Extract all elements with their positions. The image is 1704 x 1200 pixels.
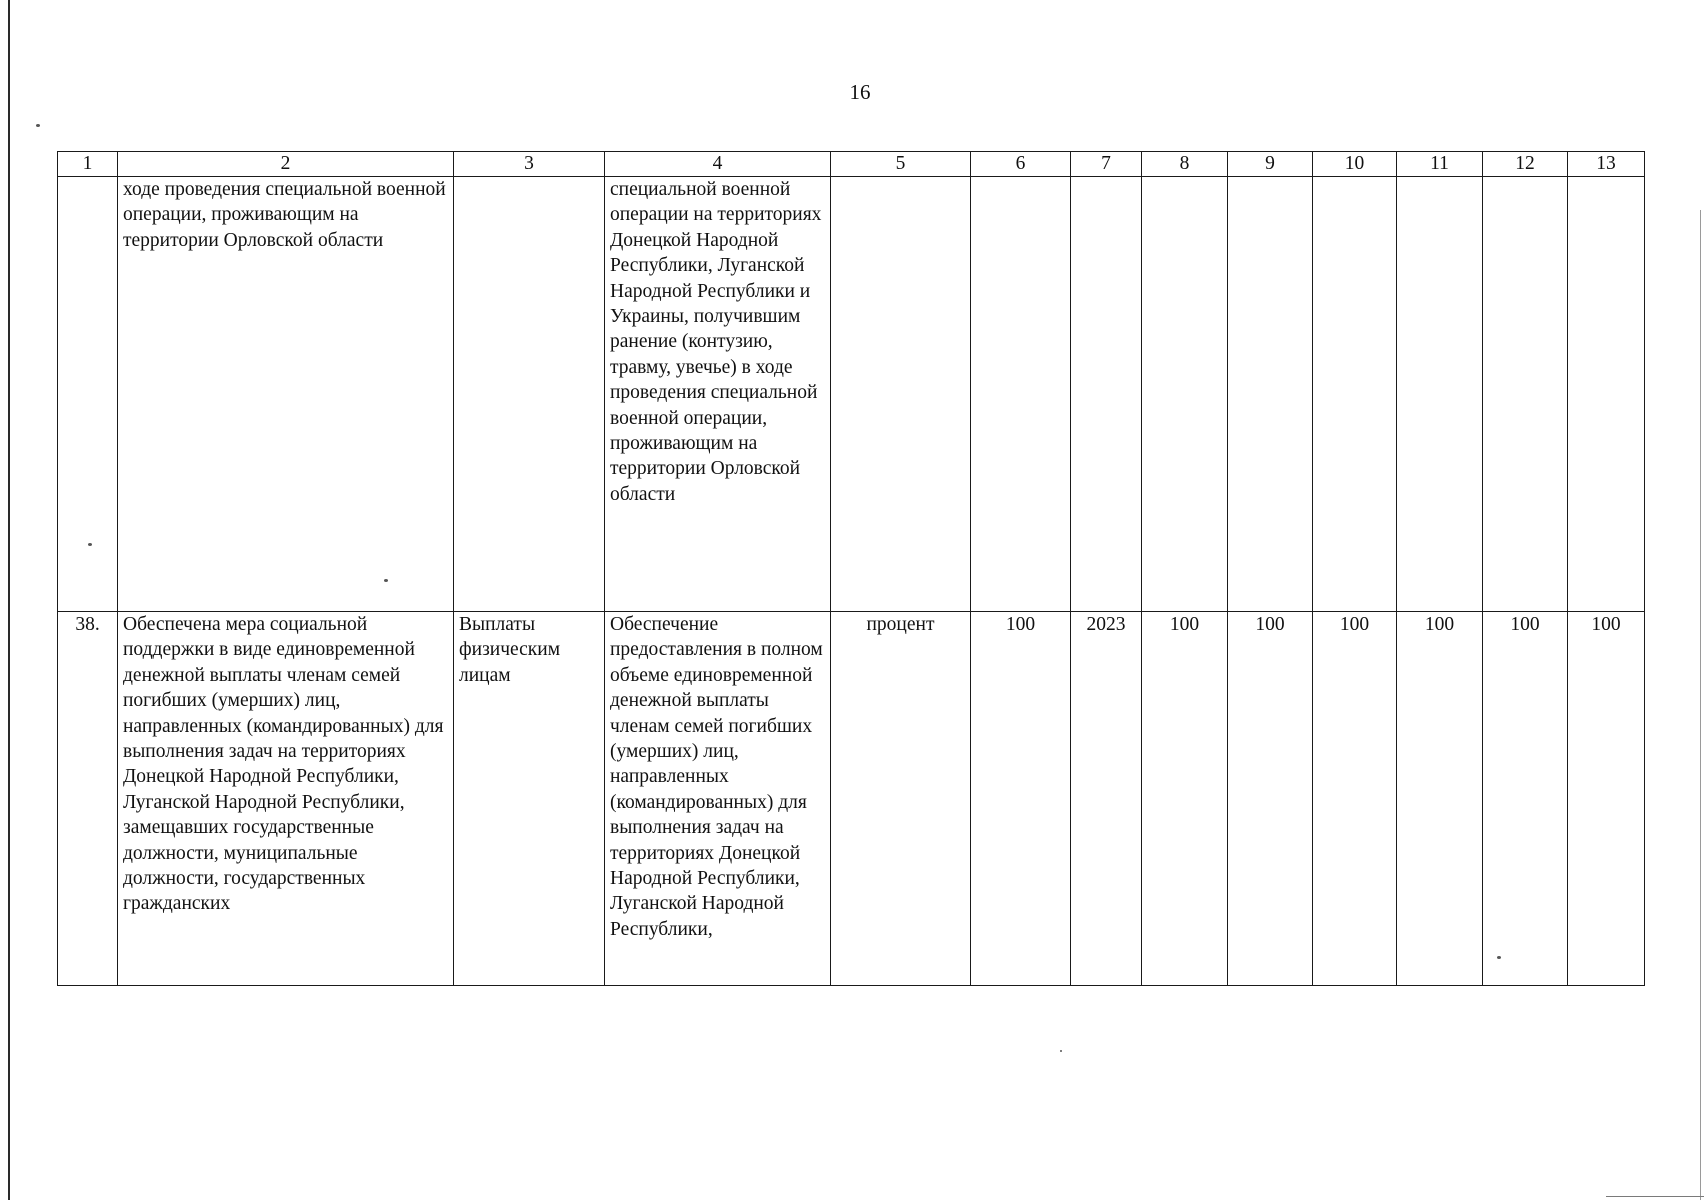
value-cell [1483,177,1568,612]
value-cell: 100 [1228,612,1313,986]
value-cell [1568,177,1645,612]
row-number-cell [58,177,118,612]
column-header: 9 [1228,152,1313,177]
column-header: 8 [1142,152,1228,177]
column-header: 13 [1568,152,1645,177]
scan-speck [36,124,40,127]
column-header: 4 [605,152,831,177]
column-header: 11 [1397,152,1483,177]
scan-speck [1060,1050,1062,1052]
value-cell [971,177,1071,612]
column-header: 2 [118,152,454,177]
characteristic-cell: Обеспечение предоставления в полном объеме единовременной денежной выплаты членам семей погибших (умерших) лиц, направленных (командированных) для выполнения задач на территориях Донецкой Народной Республики, Луганской Народной Республики, [605,612,831,986]
column-header: 1 [58,152,118,177]
value-cell: 100 [1397,612,1483,986]
column-header: 10 [1313,152,1397,177]
unit-cell [831,177,971,612]
indicators-table [57,151,1645,986]
scan-edge-bottom [1606,1196,1704,1197]
column-header: 6 [971,152,1071,177]
result-type-cell: Выплаты физическим лицам [454,612,605,986]
scan-edge-right [1700,210,1701,1200]
value-cell [1228,177,1313,612]
result-name-cell: Обеспечена мера социальной поддержки в виде единовременной денежной выплаты членам семей погибших (умерших) лиц, направленных (командированных) для выполнения задач на территориях Донецкой Народной Республики, Луганской Народной Республики, замещавших государственные должности, муниципальные должности, государственных гражданских [118,612,454,986]
characteristic-cell: специальной военной операции на территориях Донецкой Народной Республики, Луганской Народной Республики и Украины, получившим ранение (контузию, травму, увечье) в ходе проведения специальной военной операции, проживающим на территории Орловской области [605,177,831,612]
unit-cell: процент [831,612,971,986]
value-cell: 100 [1568,612,1645,986]
year-cell: 2023 [1071,612,1142,986]
table-row [58,177,1645,612]
table-row [58,612,1645,986]
column-header: 12 [1483,152,1568,177]
result-name-cell: ходе проведения специальной военной операции, проживающим на территории Орловской области [118,177,454,612]
value-cell [1313,177,1397,612]
result-type-cell [454,177,605,612]
column-header: 3 [454,152,605,177]
year-cell [1071,177,1142,612]
value-cell [1142,177,1228,612]
row-number-cell: 38. [58,612,118,986]
page-number: 16 [849,80,871,104]
value-cell: 100 [971,612,1071,986]
column-header: 7 [1071,152,1142,177]
scan-edge-left [8,0,10,1200]
value-cell: 100 [1142,612,1228,986]
column-header: 5 [831,152,971,177]
column-number-row [58,152,1645,177]
value-cell: 100 [1313,612,1397,986]
value-cell [1397,177,1483,612]
value-cell: 100 [1483,612,1568,986]
